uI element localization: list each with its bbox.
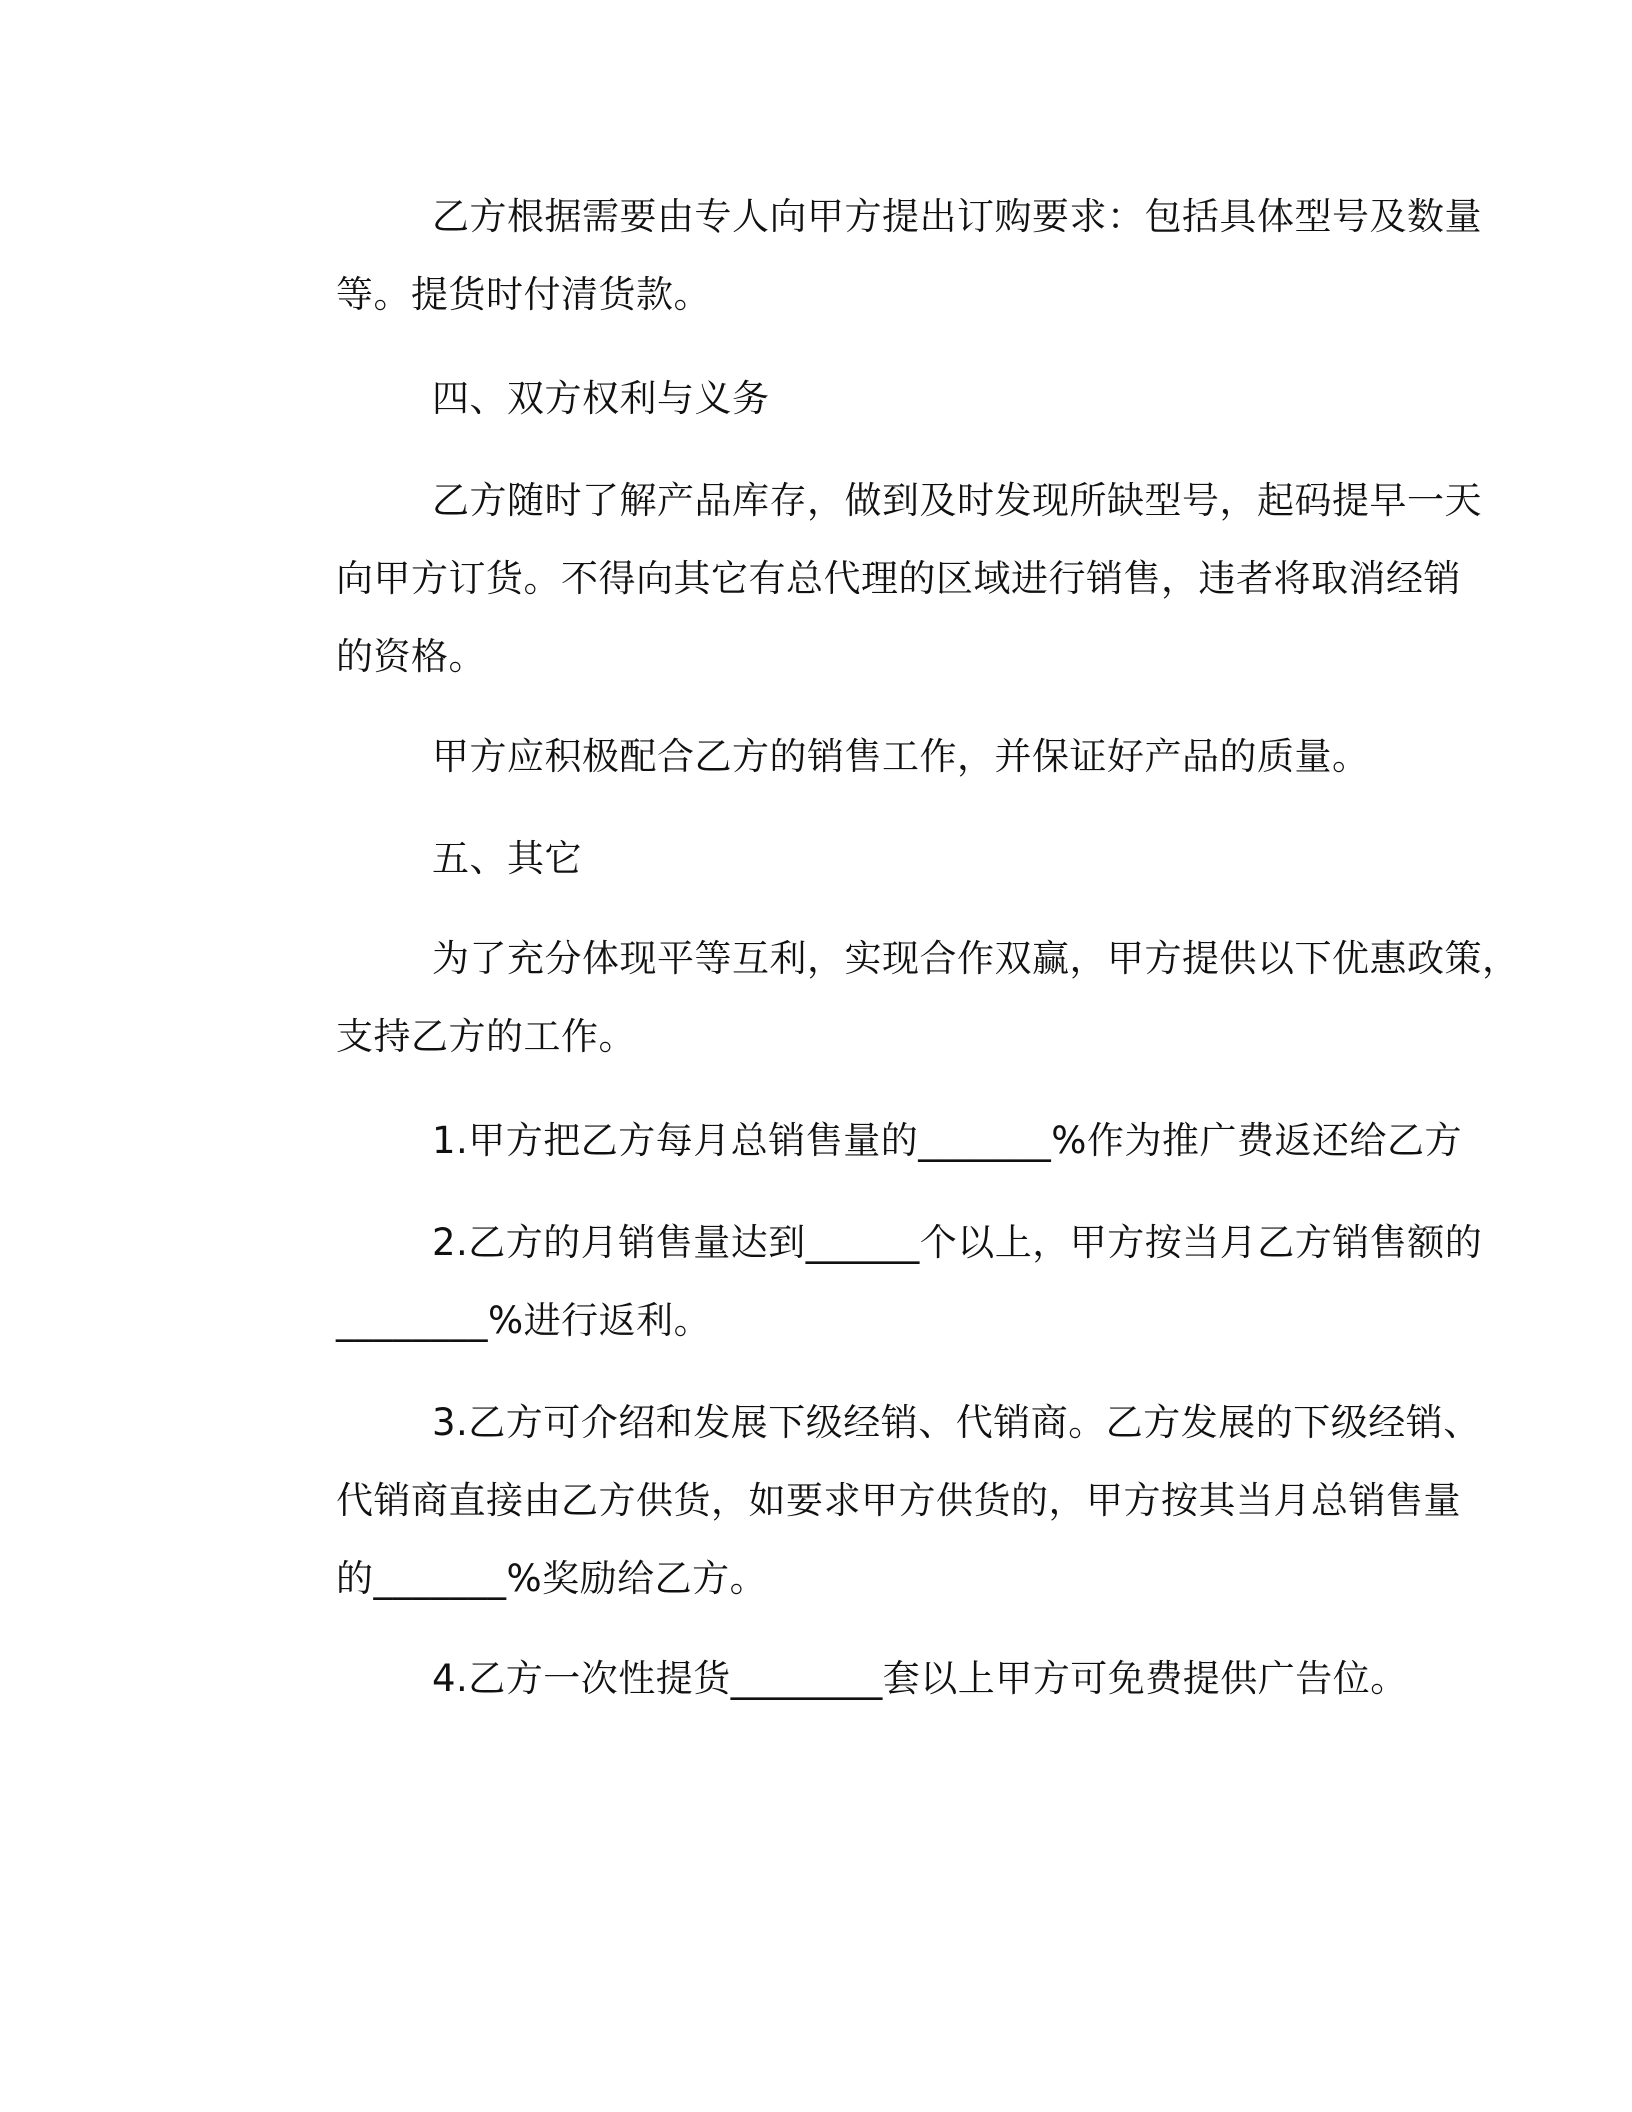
- heading-text: 五、其它: [432, 837, 582, 880]
- policy-item-1: [240, 1102, 1462, 1180]
- text-line: 4.乙方一次性提货________套以上甲方可免费提供广告位。: [432, 1657, 1408, 1700]
- paragraph-preferential-policy: [240, 920, 1520, 1076]
- policy-item-3: [240, 1384, 1481, 1618]
- paragraph-party-a-cooperation: [240, 718, 1400, 796]
- text-line: 等。提货时付清货款。: [336, 273, 711, 316]
- text-line: 为了充分体现平等互利，实现合作双赢，甲方提供以下优惠政策，: [432, 937, 1520, 980]
- text-line: 支持乙方的工作。: [336, 1015, 636, 1058]
- text-line: ________%进行返利。: [336, 1299, 712, 1342]
- text-line: 乙方根据需要由专人向甲方提出订购要求：包括具体型号及数量: [432, 195, 1482, 238]
- text-line: 的_______%奖励给乙方。: [336, 1557, 768, 1600]
- section-heading-rights-obligations: [240, 360, 1400, 438]
- heading-text: 四、双方权利与义务: [432, 377, 770, 420]
- text-line: 向甲方订货。不得向其它有总代理的区域进行销售，违者将取消经销: [336, 557, 1461, 600]
- text-line: 乙方随时了解产品库存，做到及时发现所缺型号，起码提早一天: [432, 479, 1482, 522]
- policy-item-4: [240, 1640, 1408, 1718]
- text-line: 代销商直接由乙方供货，如要求甲方供货的，甲方按其当月总销售量: [336, 1479, 1461, 1522]
- text-line: 3.乙方可介绍和发展下级经销、代销商。乙方发展的下级经销、: [432, 1401, 1481, 1444]
- paragraph-inventory-obligation: [240, 462, 1482, 696]
- text-line: 1.甲方把乙方每月总销售量的_______%作为推广费返还给乙方: [432, 1119, 1462, 1162]
- section-heading-other: [240, 820, 1400, 898]
- policy-item-2: [240, 1204, 1483, 1360]
- text-line: 甲方应积极配合乙方的销售工作，并保证好产品的质量。: [432, 735, 1370, 778]
- paragraph-order-requirements: [240, 178, 1482, 334]
- text-line: 2.乙方的月销售量达到______个以上，甲方按当月乙方销售额的: [432, 1221, 1483, 1264]
- text-line: 的资格。: [336, 635, 486, 678]
